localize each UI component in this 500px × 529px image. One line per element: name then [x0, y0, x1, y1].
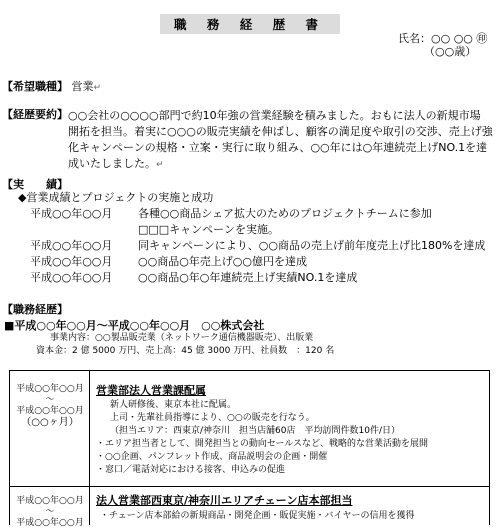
table-item: ・チェーン店本部給の新規商品・開発企画・販促実施・バイヤーの信用を獲得 [100, 511, 415, 521]
achievement-row [30, 254, 485, 270]
table-border-right [489, 370, 490, 525]
achievement-desc: ○○商品○年○年連続売上げ実績NO.1を達成 [138, 271, 358, 284]
period-end: 平成○○年○○月 [16, 406, 84, 416]
table-border-left [9, 370, 10, 525]
period-tilde: ～ [45, 507, 55, 517]
achievement-row [30, 270, 485, 286]
business-line: 事業内容：○○製品販売業（ネットワーク通信機器販売）、出版業 [50, 333, 314, 343]
achievement-date: 平成○○年○○月 [30, 239, 113, 252]
table-item: ・窓口／電話対応における接客、申込みの促進 [96, 465, 286, 475]
achievement-row [30, 222, 485, 238]
table-row-items [110, 399, 400, 438]
table-row-period [14, 496, 86, 529]
achievement-date: 平成○○年○○月 [30, 207, 113, 220]
table-row-dept: 法人営業部西東京/神奈川エリアチェーン店本部担当 [96, 494, 353, 507]
table-border-top [9, 370, 490, 371]
table-item: 上司・先輩社員指導により、○○の販売を行なう。 [110, 413, 315, 423]
return-mark: ↵ [156, 160, 164, 170]
work-history-label: 【職務経歴】 [2, 303, 68, 316]
return-mark: ↵ [93, 83, 102, 93]
summary-line: 開拓を担当。着実に○○○の販売実績を伸ばし、顧客の満足度や取引の交渉、売上げ強 [68, 125, 493, 138]
period-start: 平成○○年○○月 [16, 496, 84, 506]
company-line: ■平成○○年○○月～平成○○年○○月 ○○株式会社 [4, 319, 265, 332]
achievement-desc: ○○商品○年売上げ○○億円を達成 [138, 255, 307, 268]
desired-job-value: 営業 [71, 80, 94, 93]
document-title: 職 務 経 歴 書 [160, 14, 340, 34]
desired-job-label: 【希望職種】 [2, 80, 68, 93]
table-row-dept: 営業部法人営業課配属 [96, 384, 206, 397]
table-item: ・○○企画、パンフレット作成、商品説明会の企画・開催 [96, 452, 328, 462]
table-row-period [14, 384, 86, 428]
achievements-label: 【実 績】 [2, 178, 68, 191]
table-item: （担当エリア：西東京/神奈川 担当店舗60店 平均訪問件数10件/日） [110, 426, 400, 436]
career-summary-label: 【経歴要約】 [2, 108, 68, 121]
table-row-bullets [96, 438, 428, 477]
achievement-row [30, 238, 485, 254]
period-end: 平成○○年○○月 [16, 518, 84, 528]
summary-line: 成いたしました。 [68, 157, 156, 170]
table-border-row [9, 486, 490, 487]
achievement-date [30, 222, 138, 238]
period-duration: （○○ヶ月） [21, 417, 79, 428]
table-item: ・エリア担当者として、開発担当との動向セールスなど、戦略的な営業活動を展開 [96, 439, 429, 449]
summary-line: ○○会社の○○○○部門で約10年強の営業経験を積みました。おもに法人の新規市場 [68, 109, 481, 122]
achievement-date: 平成○○年○○月 [30, 271, 113, 284]
period-tilde: ～ [45, 395, 55, 405]
capital-line: 資本金：2 億 5000 万円、売上高：45 億 3000 万円、社員数 ：120 名 [36, 346, 335, 356]
period-start: 平成○○年○○月 [16, 384, 84, 394]
achievement-desc: 同キャンペーンにより、○○商品の売上げ前年度売上げ比180%を達成 [138, 239, 486, 252]
table-border-mid [89, 370, 90, 525]
achievement-list [30, 206, 485, 286]
name-line: 氏名：○○ ○○ ㊞ [398, 32, 488, 45]
achievement-date: 平成○○年○○月 [30, 255, 113, 268]
table-item: 新人研修後、東京本社に配属。 [110, 400, 237, 410]
summary-line: 化キャンペーンの規格・立案・実行に取り組み、○○年には○年連続売上げNO.1を達 [68, 141, 488, 154]
achievement-desc: □□□キャンペーンを実施。 [138, 223, 279, 236]
achievements-heading: ◆営業成績とプロジェクトの実施と成功 [18, 191, 214, 204]
career-summary-text [68, 108, 493, 173]
age-line: （○○歳） [424, 45, 477, 58]
achievement-desc: 各種○○商品シェア拡大のためのプロジェクトチームに参加 [138, 207, 432, 220]
achievement-row [30, 206, 485, 222]
